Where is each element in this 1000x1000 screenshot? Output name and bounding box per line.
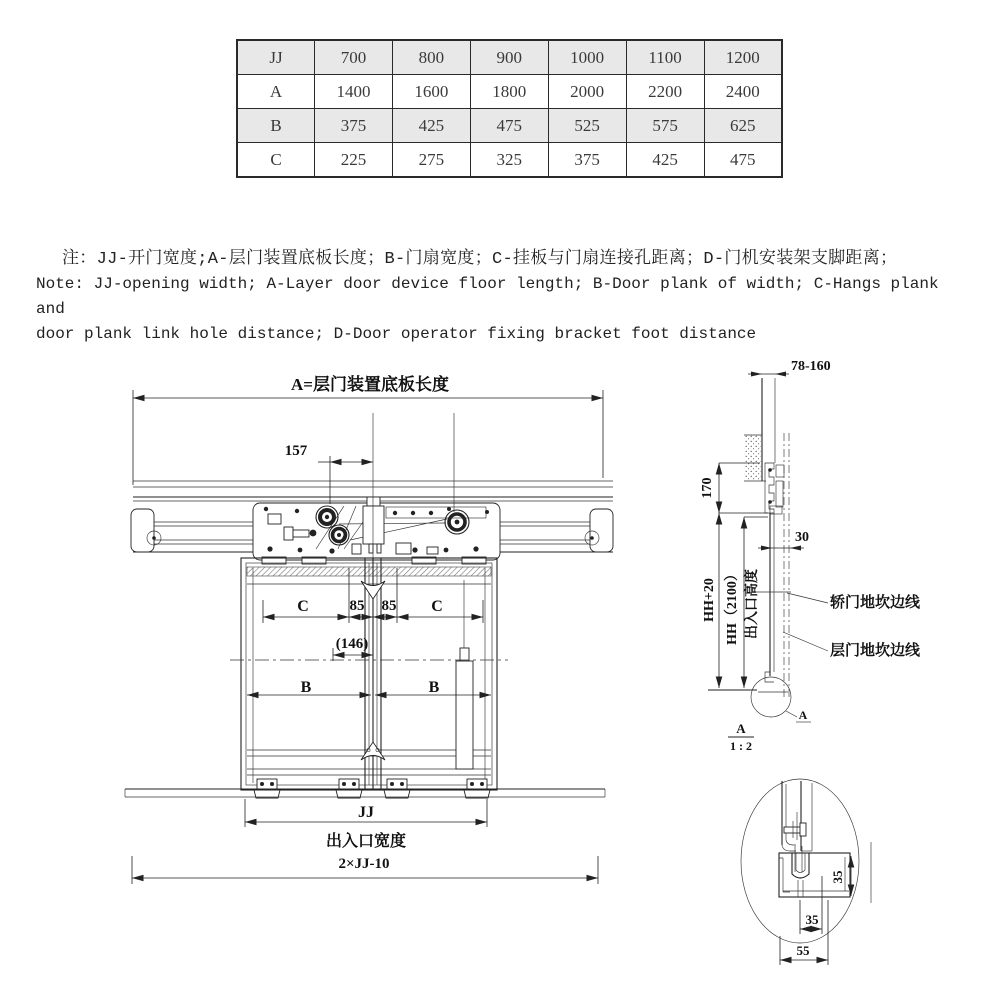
dim-label-b-left: B <box>300 679 312 696</box>
wall-section <box>744 378 775 481</box>
detail-ref-label: A <box>798 708 808 722</box>
dim-label-35-horizontal: 35 <box>805 912 819 927</box>
front-view <box>125 374 613 884</box>
scale-ref-label: A <box>736 721 746 736</box>
car-sill-label: 轿门地坎边线 <box>830 595 921 611</box>
door-operator-mechanism <box>253 497 500 564</box>
detail-dimensions <box>780 842 871 965</box>
dim-label-c-left: C <box>297 598 309 615</box>
dim-A-overall <box>133 374 603 485</box>
dim-label-b-right: B <box>428 679 440 696</box>
dim-label-157: 157 <box>284 443 308 459</box>
table-row: B 375 425 475 525 575 625 <box>237 109 782 143</box>
dim-label-c-right: C <box>431 598 443 615</box>
detail-callout <box>728 677 811 753</box>
dim-label-a: A=层门装置底板长度 <box>291 375 449 394</box>
table-row: A 1400 1600 1800 2000 2200 2400 <box>237 75 782 109</box>
note-line-cn: 注：JJ-开门宽度;A-层门装置底板长度；B-门扇宽度；C-挂板与门扇连接孔距离；D-门机安装架支脚距离； <box>62 250 898 269</box>
dim-30 <box>758 530 809 551</box>
opening-dimensions <box>132 799 598 884</box>
beam-end-cap-left <box>131 509 154 552</box>
note-line-en-1: Note: JJ-opening width; A-Layer door device floor length; B-Door plank of width; C-Hangs plank and <box>36 275 939 318</box>
dim-label-35-vertical: 35 <box>830 870 845 884</box>
side-section-view <box>700 359 921 753</box>
landing-sill-label: 层门地坎边线 <box>830 643 921 659</box>
beam-end-cap-right <box>590 509 613 552</box>
dim-label-hh2100: HH（2100） <box>725 567 740 645</box>
opening-width-label: 出入口宽度 <box>325 833 407 850</box>
sill-detail-view <box>741 779 871 965</box>
table-row: JJ 700 800 900 1000 1100 1200 <box>237 40 782 75</box>
dim-heights <box>702 513 768 690</box>
opening-height-label: 出入口高度 <box>745 569 760 639</box>
dim-label-170: 170 <box>700 477 715 499</box>
door-size-table <box>236 39 783 178</box>
dim-label-78-160: 78-160 <box>791 359 831 374</box>
notes-block <box>36 247 972 347</box>
dim-label-2xjj: 2×JJ-10 <box>338 856 390 872</box>
dim-78-160 <box>748 359 831 377</box>
dim-label-85-left: 85 <box>349 598 365 614</box>
technical-drawing <box>0 340 1000 1000</box>
dim-label-30: 30 <box>795 530 809 545</box>
dim-label-85-right: 85 <box>381 598 397 614</box>
dim-label-55: 55 <box>796 943 810 958</box>
table-row: C 225 275 325 375 425 475 <box>237 143 782 178</box>
sill-edge-leaders <box>783 593 921 659</box>
table-header-cell: JJ <box>237 40 315 75</box>
scale-value-label: 1 : 2 <box>730 739 752 753</box>
track-bracket-section <box>765 463 784 514</box>
note-line-en-2: door plank link hole distance; D-Door operator fixing bracket foot distance <box>36 325 757 343</box>
detail-door-panel <box>782 781 812 851</box>
belt-clamp <box>456 661 473 769</box>
dim-label-146: (146) <box>335 636 369 652</box>
door-panels <box>230 558 508 790</box>
center-hanger <box>363 506 384 544</box>
dim-label-jj: JJ <box>358 804 374 821</box>
dim-label-hh20: HH+20 <box>702 578 717 622</box>
